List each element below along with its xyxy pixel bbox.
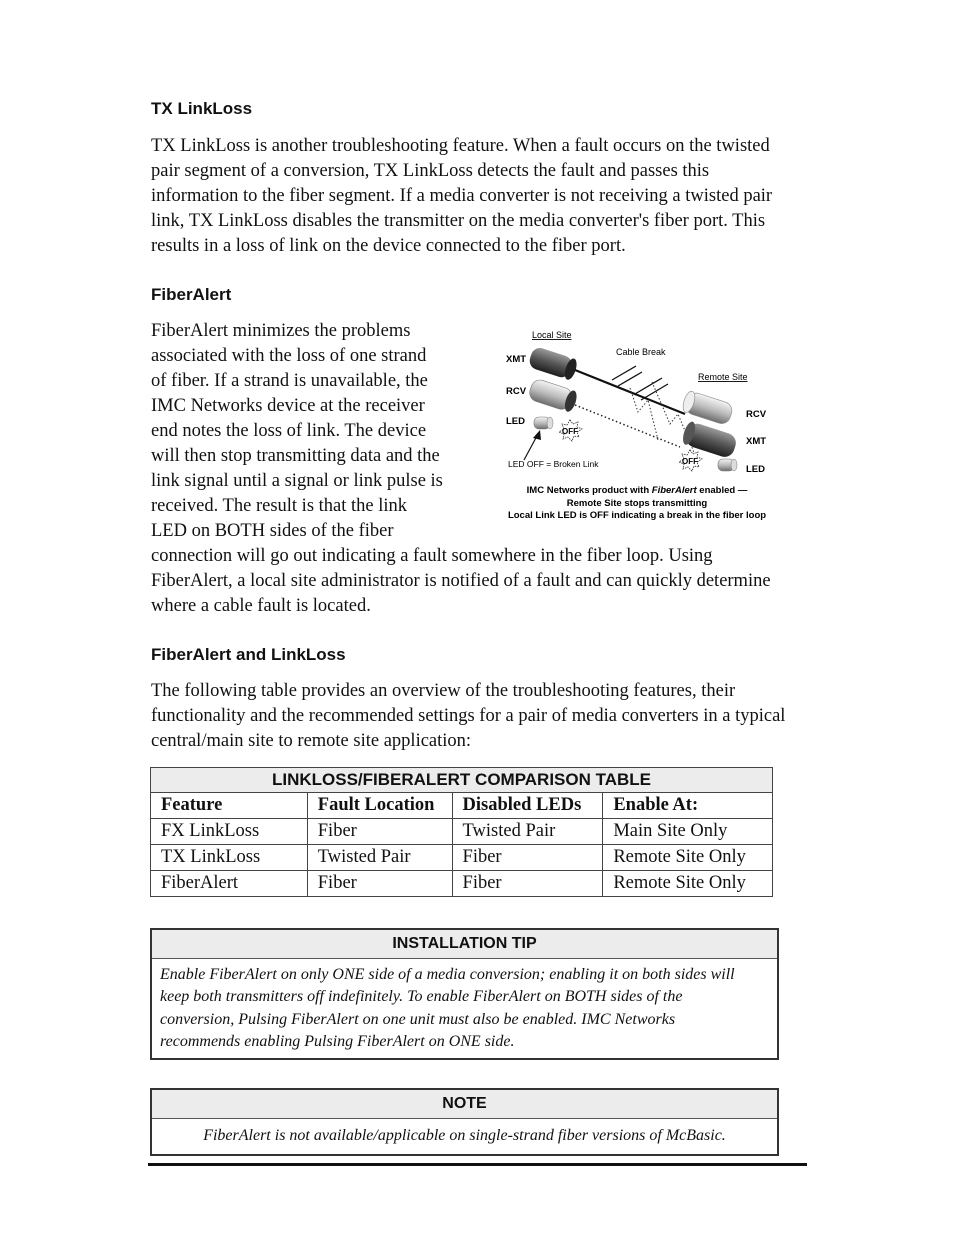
table-cell: Twisted Pair: [452, 819, 603, 845]
column-header: Fault Location: [307, 793, 452, 819]
left-led-icon: [534, 417, 553, 429]
fiber-solid-line: [575, 370, 685, 414]
diagram-caption-line2: Remote Site stops transmitting: [566, 498, 708, 509]
text-line: FiberAlert minimizes the problems: [151, 321, 411, 341]
text-line: link, TX LinkLoss disables the transmitter on the media converter's fiber port. This: [151, 211, 766, 231]
note-text: FiberAlert is not available/applicable on single-strand fiber versions of McBasic.: [203, 1127, 726, 1144]
led-off-note: LED OFF = Broken Link: [508, 459, 599, 469]
table-cell: Fiber: [307, 819, 452, 845]
text-line: received. The result is that the link: [151, 496, 408, 516]
cable-break-label: Cable Break: [616, 347, 666, 357]
installation-tip-title: INSTALLATION TIP: [152, 930, 777, 959]
text-line: end notes the loss of link. The device: [151, 421, 427, 441]
text-line: The following table provides an overview of the troubleshooting features, their: [151, 681, 736, 701]
text-line: LED on BOTH sides of the fiber: [151, 521, 394, 541]
text-line: conversion, Pulsing FiberAlert on one unit must also be enabled. IMC Networks: [160, 1010, 676, 1028]
note-box: [150, 1088, 779, 1156]
local-site-label: Local Site: [532, 330, 572, 340]
xmt-left-label: XMT: [506, 354, 527, 365]
text-line: will then stop transmitting data and the: [151, 446, 440, 466]
installation-tip-text: [152, 959, 777, 1058]
text-line: recommends enabling Pulsing FiberAlert on ONE side.: [160, 1032, 515, 1050]
tx-linkloss-paragraph: [151, 134, 772, 259]
heading-fiberalert: FiberAlert: [151, 285, 232, 304]
diagram-caption-line3: Local Link LED is OFF indicating a break in the fiber loop: [507, 510, 767, 521]
arrow-head-icon: [533, 430, 541, 440]
rcv-left-label: RCV: [506, 386, 527, 397]
led-left-label: LED: [506, 416, 525, 427]
text-line: information to the fiber segment. If a media converter is not receiving a twisted pair: [151, 186, 773, 206]
table-cell: FiberAlert: [151, 871, 308, 897]
text-line: IMC Networks device at the receiver: [151, 396, 425, 416]
text-line: of fiber. If a strand is unavailable, the: [151, 371, 428, 391]
table-row: [151, 871, 773, 897]
table-cell: Remote Site Only: [603, 845, 773, 871]
off-left-label: OFF: [562, 427, 578, 436]
text-line: Enable FiberAlert on only ONE side of a media conversion; enabling it on both sides will: [160, 966, 735, 983]
table-cell: Remote Site Only: [603, 871, 773, 897]
text-line: associated with the loss of one strand: [151, 346, 427, 366]
comparison-table: [150, 767, 773, 897]
table-row: [151, 845, 773, 871]
note-title: NOTE: [152, 1090, 777, 1119]
remote-site-label: Remote Site: [698, 372, 748, 382]
table-cell: Fiber: [452, 845, 603, 871]
table-header-row: [151, 793, 773, 819]
installation-tip-box: [150, 928, 779, 1060]
text-line: connection will go out indicating a fault somewhere in the fiber loop. Using: [151, 546, 713, 566]
text-line: where a cable fault is located.: [151, 596, 371, 616]
diagram-caption-line1: IMC Networks product with FiberAlert enabled —: [526, 485, 748, 496]
comparison-table-title: LINKLOSS/FIBERALERT COMPARISON TABLE: [151, 768, 773, 793]
text-line: keep both transmitters off indefinitely. To enable FiberAlert on BOTH sides of the: [160, 988, 683, 1006]
table-cell: FX LinkLoss: [151, 819, 308, 845]
table-cell: Twisted Pair: [307, 845, 452, 871]
table-cell: Fiber: [307, 871, 452, 897]
led-right-label: LED: [746, 464, 765, 475]
text-line: TX LinkLoss is another troubleshooting feature. When a fault occurs on the twisted: [151, 136, 770, 156]
text-line: results in a loss of link on the device connected to the fiber port.: [151, 236, 626, 256]
off-right-label: OFF: [682, 457, 698, 466]
footer-rule: [148, 1163, 807, 1166]
table-row: [151, 819, 773, 845]
left-xmt-connector-icon: [527, 346, 578, 381]
left-rcv-connector-icon: [527, 378, 578, 413]
off-starburst-right-icon: [679, 450, 702, 471]
column-header: Feature: [151, 793, 308, 819]
off-starburst-left-icon: [559, 420, 582, 441]
table-cell: Fiber: [452, 871, 603, 897]
text-line: functionality and the recommended settings for a pair of media converters in a typical: [151, 706, 786, 726]
text-line: central/main site to remote site application:: [151, 731, 472, 751]
column-header: Enable At:: [603, 793, 773, 819]
xmt-right-label: XMT: [746, 436, 767, 447]
break-zigzag: [630, 388, 658, 440]
heading-fiberalert-linkloss: FiberAlert and LinkLoss: [151, 645, 346, 664]
table-cell: Main Site Only: [603, 819, 773, 845]
rcv-right-label: RCV: [746, 409, 767, 420]
text-line: FiberAlert, a local site administrator is notified of a fault and can quickly determine: [151, 571, 771, 591]
table-cell: TX LinkLoss: [151, 845, 308, 871]
text-line: pair segment of a conversion, TX LinkLoss detects the fault and passes this: [151, 161, 710, 181]
text-line: link signal until a signal or link pulse is: [151, 471, 443, 491]
fiberalert-linkloss-paragraph: [151, 679, 785, 754]
right-rcv-connector-icon: [681, 390, 734, 426]
right-led-icon: [718, 459, 737, 471]
heading-tx-linkloss: TX LinkLoss: [151, 99, 253, 118]
column-header: Disabled LEDs: [452, 793, 603, 819]
fiberalert-diagram: [480, 322, 800, 527]
